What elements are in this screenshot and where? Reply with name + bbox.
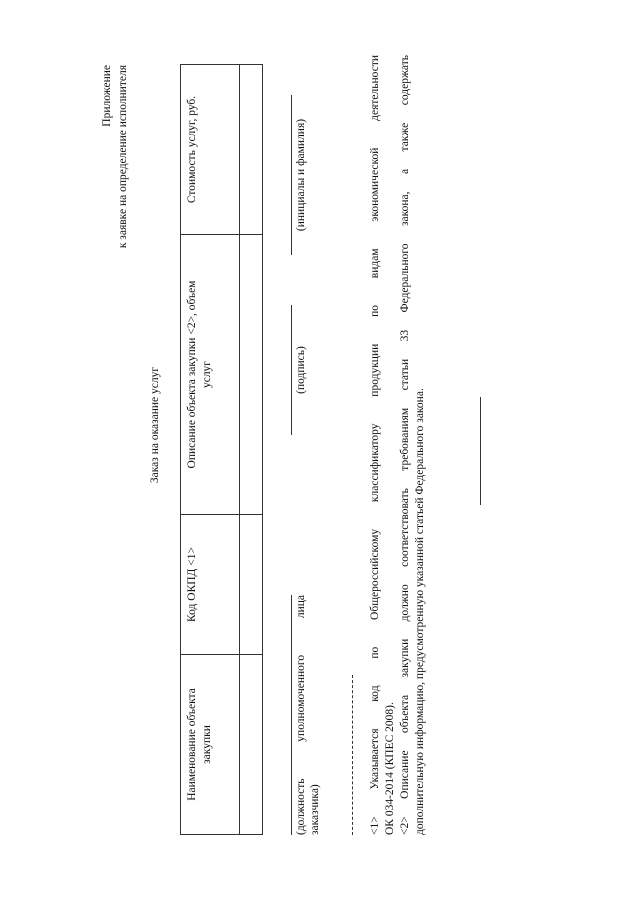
header-cost: Стоимость услуг, руб. [181,65,240,235]
footnote-2-line2: дополнительную информацию, предусмотренную указанной статьей Федерального закона. [414,388,426,835]
footnote-2-line1: <2> Описание объекта закупки должно соответствовать требованиям статьи 33 Федерального закона, а также содержать [399,55,411,835]
table-row [240,65,263,835]
table-cell [240,65,263,235]
appendix-subtitle: к заявке на определение исполнителя [117,65,129,249]
name-line [291,95,292,255]
position-label-line2: заказчика) [309,784,321,835]
order-title: Заказ на оказание услуг [149,366,161,484]
table-cell [240,655,263,835]
table-cell [240,235,263,515]
end-line [480,397,481,505]
header-description: Описание объекта закупки <2>, объем услуг [181,235,240,515]
signature-line [291,305,292,435]
footnote-2 [398,55,428,835]
header-okpd-code: Код ОКПД <1> [181,515,240,655]
appendix-title: Приложение [101,65,113,127]
footnote-separator [352,675,353,835]
table-header-row [181,65,240,835]
name-label: (инициалы и фамилия) [295,118,307,232]
footnote-1-line1: <1> Указывается код по Общероссийскому классификатору продукции по видам экономической деятельности [369,55,381,835]
order-table [180,64,263,835]
signature-label: (подпись) [295,346,307,394]
position-label-line1: (должность уполномоченного лица [295,595,307,835]
footnote-1 [368,55,398,835]
table-cell [240,515,263,655]
header-item-name: Наименование объекта закупки [181,655,240,835]
footnote-1-line2: ОК 034-2014 (КПЕС 2008). [384,702,396,835]
position-line [291,595,292,835]
